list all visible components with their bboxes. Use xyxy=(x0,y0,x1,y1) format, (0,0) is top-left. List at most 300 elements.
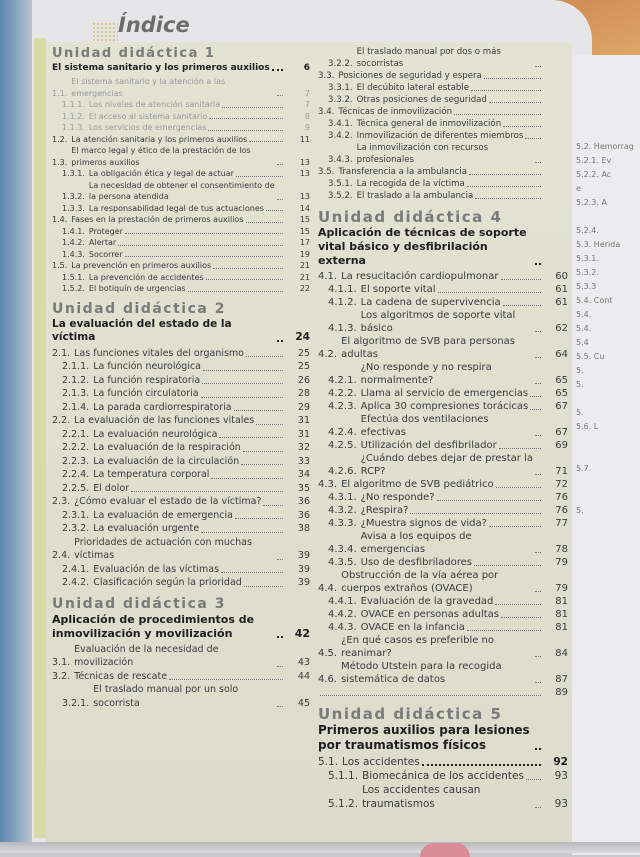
entry-page-number: 65 xyxy=(555,375,568,386)
entry-number: 1.1.2. xyxy=(62,111,85,121)
next-page-entry: 5.2.1. Ev xyxy=(576,156,612,165)
entry-page-number: 79 xyxy=(555,583,568,594)
dot-leader xyxy=(525,138,541,139)
toc-entry[interactable] xyxy=(52,441,310,455)
dot-leader xyxy=(277,340,283,342)
entry-title: Los accidentes causan traumatismos xyxy=(362,784,481,810)
entry-page-number: 64 xyxy=(555,349,568,360)
entry-page-number: 7 xyxy=(304,88,310,98)
toc-entry-continuation xyxy=(318,686,568,699)
toc-entry[interactable] xyxy=(52,387,310,401)
dot-leader xyxy=(277,666,283,667)
entry-page-number: 61 xyxy=(555,284,568,295)
dot-leader xyxy=(471,90,541,91)
entry-title: La evaluación de emergencia xyxy=(93,509,233,521)
dot-leader xyxy=(535,682,541,683)
toc-entry[interactable] xyxy=(52,226,310,238)
dot-leader xyxy=(454,114,541,115)
toc-entry[interactable] xyxy=(52,683,310,710)
entry-number: 4.3. xyxy=(318,479,338,490)
toc-entry[interactable] xyxy=(318,556,568,569)
dot-leader xyxy=(219,437,283,438)
dots-decoration-icon xyxy=(92,22,118,42)
entry-page-number: 28 xyxy=(297,388,310,399)
next-page-entry: 5. xyxy=(576,506,584,515)
entry-title: Técnica general de inmovilización xyxy=(356,119,502,129)
entry-title: Alertar xyxy=(88,238,117,247)
dot-leader xyxy=(249,141,283,142)
entry-page-number: 71 xyxy=(555,466,568,477)
toc-entry[interactable] xyxy=(52,482,310,496)
entry-page-number: 36 xyxy=(297,496,310,507)
toc-entry[interactable] xyxy=(318,595,568,608)
toc-unit xyxy=(52,301,310,590)
entry-number: 1.3.2. xyxy=(62,192,85,201)
entry-title: El algoritmo de SVB pediátrico xyxy=(341,479,494,490)
entry-title: ¿Respira? xyxy=(360,505,409,516)
toc-entry[interactable] xyxy=(318,413,568,439)
toc-entry[interactable] xyxy=(52,670,310,684)
entry-title: Evaluación de la gravedad xyxy=(360,596,494,607)
dot-leader xyxy=(496,487,541,488)
entry-number: 5.1.1. xyxy=(328,770,359,782)
entry-number: 4.2.3. xyxy=(328,401,357,412)
toc-entry[interactable] xyxy=(52,576,310,590)
entry-page-number: 77 xyxy=(555,518,568,529)
toc-entry[interactable] xyxy=(318,46,568,70)
toc-entry[interactable] xyxy=(52,76,310,99)
entry-number: 1.5. xyxy=(52,261,68,270)
entry-number: 3.5. xyxy=(318,167,335,177)
entry-title: El botiquín de urgencias xyxy=(88,284,186,293)
toc-entry[interactable] xyxy=(318,478,568,491)
unit-title[interactable] xyxy=(52,613,310,641)
toc-entry[interactable] xyxy=(318,569,568,595)
toc-entry[interactable] xyxy=(318,361,568,387)
toc-entry[interactable] xyxy=(52,536,310,563)
entry-page-number: 76 xyxy=(555,492,568,503)
next-page-entry: 5.4. xyxy=(576,324,592,333)
entry-page-number: 39 xyxy=(297,550,310,561)
entry-page-number: 9 xyxy=(304,123,310,132)
toc-entry[interactable] xyxy=(52,455,310,469)
toc-entry[interactable] xyxy=(318,530,568,556)
next-page-entry: e xyxy=(576,184,581,193)
entry-number: 2.2.3. xyxy=(62,455,90,467)
entry-number: 3.4.3. xyxy=(328,155,353,165)
entry-title: Técnicas de rescate xyxy=(74,670,168,682)
entry-number: 3.2. xyxy=(52,670,71,682)
entry-page-number: 79 xyxy=(555,557,568,568)
entry-title: Proteger xyxy=(88,226,123,236)
entry-title: El traslado manual por un solo socorrista xyxy=(93,684,239,709)
dot-leader xyxy=(235,518,283,519)
entry-number: 2.2. xyxy=(52,415,71,426)
toc-entry[interactable] xyxy=(318,94,568,106)
entry-title: La resucitación cardiopulmonar xyxy=(341,271,499,282)
dot-leader xyxy=(201,532,283,533)
dot-leader xyxy=(118,245,283,246)
entry-page-number: 60 xyxy=(555,271,568,282)
toc-entry[interactable] xyxy=(52,180,310,203)
dot-leader xyxy=(222,107,283,108)
next-page-entry xyxy=(576,210,640,224)
toc-unit xyxy=(318,46,568,202)
entry-number: 3.3.1. xyxy=(328,83,353,93)
toc-entry[interactable] xyxy=(52,111,310,123)
entry-title: La evaluación neurológica xyxy=(93,428,218,440)
entry-title: Evaluación de las víctimas xyxy=(93,563,220,575)
dot-leader xyxy=(422,764,541,766)
toc-entry[interactable] xyxy=(318,70,568,82)
entry-number: 2.4.1. xyxy=(62,563,90,575)
entry-number: 3.4.2. xyxy=(328,131,353,141)
entry-title: Las funciones vitales del organismo xyxy=(74,347,244,359)
entry-number: 1.4.1. xyxy=(62,226,85,236)
entry-page-number: 89 xyxy=(555,687,568,698)
entry-number: 2.1.2. xyxy=(62,374,90,386)
entry-page-number: 13 xyxy=(299,169,310,178)
entry-title: La función neurológica xyxy=(93,361,202,372)
dot-leader xyxy=(501,617,541,618)
entry-number: 3.4.1. xyxy=(328,119,353,129)
toc-entry[interactable] xyxy=(318,400,568,413)
toc-entry[interactable] xyxy=(52,145,310,168)
entry-page-number: 36 xyxy=(297,509,310,521)
toc-entry[interactable] xyxy=(52,643,310,670)
entry-title: Método Utstein para la recogida sistemática de datos xyxy=(341,661,502,685)
toc-entry[interactable] xyxy=(52,428,310,442)
entry-page-number: 29 xyxy=(297,401,310,413)
toc-entry[interactable] xyxy=(318,769,568,783)
toc-entry[interactable] xyxy=(318,452,568,478)
entry-title: ¿Cuándo debes dejar de prestar la RCP? xyxy=(360,453,533,477)
dot-leader xyxy=(244,586,283,587)
toc-entry[interactable] xyxy=(318,660,568,686)
dot-leader xyxy=(526,779,541,780)
dot-leader xyxy=(243,451,283,452)
entry-page-number: 32 xyxy=(297,442,310,453)
entry-title: La inmovilización con recursos profesionales xyxy=(356,143,489,165)
toc-entry[interactable] xyxy=(318,504,568,517)
toc-entry[interactable] xyxy=(52,249,310,261)
next-page-entry: 5. xyxy=(576,380,584,389)
entry-title: Los servicios de emergencias xyxy=(88,123,207,132)
entry-number: 1.4. xyxy=(52,215,68,224)
entry-page-number: 31 xyxy=(297,415,310,426)
toc-entry[interactable] xyxy=(318,82,568,94)
toc-entry[interactable] xyxy=(52,260,310,272)
entry-title: Efectúa dos ventilaciones efectivas xyxy=(360,414,489,438)
panel-stripe xyxy=(34,38,46,838)
entry-page-number: 38 xyxy=(297,523,310,534)
unit-title[interactable] xyxy=(52,62,310,74)
entry-number: 4.2.5. xyxy=(328,440,357,451)
entry-title: Los niveles de atención sanitaria xyxy=(88,100,221,109)
toc-entry[interactable] xyxy=(52,522,310,536)
entry-number: 3.1. xyxy=(52,657,71,668)
next-page-entry: 5. xyxy=(576,408,584,417)
dot-leader xyxy=(131,491,283,492)
toc-entry[interactable] xyxy=(52,214,310,226)
unit-title-text: Primeros auxilios para lesiones por traumatismos físicos xyxy=(318,723,530,752)
entry-number: 5.1. xyxy=(318,756,339,768)
finger xyxy=(420,843,470,857)
dot-leader xyxy=(234,410,283,411)
entry-title: Avisa a los equipos de emergencias xyxy=(360,531,472,555)
entry-number: 4.3.5. xyxy=(328,557,357,568)
entry-title: El soporte vital xyxy=(360,284,436,295)
unit-title-text: Aplicación de técnicas de soporte vital básico y desfibrilación externa xyxy=(318,226,527,267)
entry-number: 3.5.1. xyxy=(328,179,353,189)
entry-number: 1.4.3. xyxy=(62,249,85,259)
entry-page-number: 35 xyxy=(297,482,310,494)
next-page-entry xyxy=(576,476,640,490)
dot-leader xyxy=(530,409,541,410)
entry-number: 3.3.2. xyxy=(328,95,353,105)
dot-leader xyxy=(535,66,541,67)
entry-number: 1.3.1. xyxy=(62,169,85,178)
dot-leader xyxy=(272,69,283,71)
entry-page-number: 44 xyxy=(297,670,310,682)
entry-page-number: 13 xyxy=(299,157,310,167)
entry-page-number: 87 xyxy=(555,674,568,685)
toc-entry[interactable] xyxy=(318,621,568,634)
entry-page-number: 69 xyxy=(555,440,568,451)
dot-leader xyxy=(221,572,283,573)
entry-title: La obligación ética y legal de actuar xyxy=(88,169,234,178)
entry-title: La prevención de accidentes xyxy=(88,272,204,282)
entry-title: ¿En qué casos es preferible no reanimar? xyxy=(341,635,495,659)
dot-leader xyxy=(535,807,541,808)
dot-leader xyxy=(277,706,283,707)
unit-heading: Unidad didáctica 2 xyxy=(52,300,226,317)
next-page-entry: 5.3.2. xyxy=(576,268,599,277)
toc-entry[interactable] xyxy=(52,414,310,428)
entry-page-number: 81 xyxy=(555,596,568,607)
toc-entry[interactable] xyxy=(318,755,568,769)
entry-number: 4.2.2. xyxy=(328,388,357,399)
toc-entry[interactable] xyxy=(52,134,310,146)
toc-entry[interactable] xyxy=(318,106,568,118)
entry-number: 2.1.4. xyxy=(62,401,90,413)
dot-leader xyxy=(495,604,541,605)
entry-title: El marco legal y ético de la prestación de los primeros auxilios xyxy=(71,146,251,167)
entry-number: 4.2. xyxy=(318,349,338,360)
dot-leader xyxy=(501,279,541,280)
page-title: Índice xyxy=(118,13,190,37)
dot-leader xyxy=(206,279,283,280)
toc-entry[interactable] xyxy=(318,118,568,130)
toc-entry[interactable] xyxy=(52,509,310,523)
entry-number: 4.3.1. xyxy=(328,492,357,503)
entry-title: La parada cardiorrespiratoria xyxy=(93,401,232,413)
unit-heading: Unidad didáctica 1 xyxy=(52,46,216,61)
entry-title: ¿No responde y no respira normalmente? xyxy=(360,362,492,386)
entry-number: 3.5.2. xyxy=(328,191,353,201)
entry-title: La evaluación de la respiración xyxy=(93,442,241,453)
next-page-entry: 5.3.3 xyxy=(576,282,597,291)
toc-entry[interactable] xyxy=(318,270,568,283)
unit-page-number: 42 xyxy=(294,626,310,640)
entry-title: Evaluación de la necesidad de movilización xyxy=(74,643,219,668)
entry-title: Llama al servicio de emergencias xyxy=(360,388,529,399)
entry-number: 4.4. xyxy=(318,583,338,594)
toc-entry[interactable] xyxy=(318,166,568,178)
toc-entry[interactable] xyxy=(318,142,568,166)
dot-leader xyxy=(469,174,541,175)
unit-title[interactable] xyxy=(52,318,310,345)
entry-title: La cadena de supervivencia xyxy=(360,297,501,308)
toc-unit xyxy=(52,596,310,711)
dot-leader xyxy=(203,370,283,371)
entry-title: OVACE en personas adultas xyxy=(360,609,499,620)
toc-entry[interactable] xyxy=(52,272,310,284)
dot-leader xyxy=(535,748,541,750)
dot-leader xyxy=(535,552,541,553)
entry-page-number: 21 xyxy=(299,261,310,270)
toc-entry[interactable] xyxy=(52,283,310,295)
entry-number: 4.5. xyxy=(318,648,338,659)
dot-leader xyxy=(467,186,541,187)
toc-entry[interactable] xyxy=(52,563,310,577)
entry-page-number: 65 xyxy=(555,388,568,399)
toc-entry[interactable] xyxy=(318,178,568,190)
next-page-entry: 5. xyxy=(576,366,584,375)
dot-leader xyxy=(410,513,541,514)
dot-leader xyxy=(535,331,541,332)
dot-leader xyxy=(503,305,541,306)
entry-title: OVACE en la infancia xyxy=(360,622,465,633)
entry-page-number: 62 xyxy=(555,323,568,334)
next-page-entry: 5.2.3. A xyxy=(576,198,607,207)
entry-number: 4.1.1. xyxy=(328,284,357,295)
dot-leader xyxy=(489,102,541,103)
dot-leader xyxy=(438,292,541,293)
entry-number: 3.2.1. xyxy=(62,697,90,709)
entry-title: Uso de desfibriladores xyxy=(360,557,473,568)
entry-title: El algoritmo de SVB para personas adultas xyxy=(341,336,516,360)
dot-leader xyxy=(277,199,283,200)
dot-leader xyxy=(503,126,541,127)
entry-page-number: 84 xyxy=(555,648,568,659)
next-page-entry: 5.3. Herida xyxy=(576,240,621,249)
toc-entry[interactable] xyxy=(318,190,568,202)
unit-page-number: 24 xyxy=(295,331,310,343)
entry-page-number: 61 xyxy=(555,297,568,308)
toc-entry[interactable] xyxy=(318,387,568,400)
toc-entry[interactable] xyxy=(52,122,310,134)
entry-number: 4.2.4. xyxy=(328,427,357,438)
entry-number: 2.2.2. xyxy=(62,442,90,453)
entry-title: El sistema sanitario y la atención a las emergencias xyxy=(71,77,226,98)
entry-number: 2.3.2. xyxy=(62,523,90,534)
toc-entry[interactable] xyxy=(52,360,310,374)
entry-title: Prioridades de actuación con muchas víctimas xyxy=(74,536,252,561)
toc-entry[interactable] xyxy=(318,309,568,335)
entry-page-number: 8 xyxy=(304,111,310,121)
dot-leader xyxy=(535,162,541,163)
entry-title: La temperatura corporal xyxy=(93,469,210,480)
toc-entry[interactable] xyxy=(318,491,568,504)
entry-page-number: 25 xyxy=(297,361,310,372)
entry-number: 1.1.1. xyxy=(62,100,85,109)
dot-leader xyxy=(125,233,283,234)
entry-page-number: 39 xyxy=(297,563,310,575)
entry-number: 3.4. xyxy=(318,107,335,117)
unit-title[interactable] xyxy=(318,226,568,268)
dot-leader xyxy=(213,268,283,269)
entry-number: 4.3.4. xyxy=(328,544,357,555)
toc-entry[interactable] xyxy=(318,439,568,452)
toc-entry[interactable] xyxy=(318,283,568,296)
entry-page-number: 39 xyxy=(297,577,310,588)
next-page-entry: 5.5. Cu xyxy=(576,352,605,361)
entry-title: La recogida de la víctima xyxy=(356,179,465,189)
entry-title: La responsabilidad legal de tus actuaciones xyxy=(88,203,264,213)
toc-entry[interactable] xyxy=(52,401,310,415)
entry-title: Los algoritmos de soporte vital básico xyxy=(360,310,516,334)
entry-number: 1.5.1. xyxy=(62,272,85,282)
entry-title: El traslado manual por dos o más socorristas xyxy=(356,47,501,69)
entry-page-number: 67 xyxy=(555,401,568,412)
entry-page-number: 34 xyxy=(297,469,310,480)
toc-entry[interactable] xyxy=(318,608,568,621)
dot-leader xyxy=(263,505,283,506)
unit-title[interactable] xyxy=(318,723,568,753)
dot-leader xyxy=(484,78,541,79)
dot-leader xyxy=(188,291,283,292)
entry-page-number: 26 xyxy=(297,374,310,386)
toc-entry[interactable] xyxy=(318,335,568,361)
dot-leader xyxy=(530,396,541,397)
toc-entry[interactable] xyxy=(52,347,310,361)
entry-number: 4.3.2. xyxy=(328,505,357,516)
dot-leader xyxy=(467,630,541,631)
toc-entry[interactable] xyxy=(52,495,310,509)
toc-entry[interactable] xyxy=(52,203,310,215)
next-page-entry: 5.2. Hemorrag xyxy=(576,142,634,151)
entry-page-number: 67 xyxy=(555,427,568,438)
entry-number: 4.2.6. xyxy=(328,466,357,477)
next-page-entry xyxy=(576,448,640,462)
dot-leader xyxy=(277,164,283,165)
entry-page-number: 78 xyxy=(555,544,568,555)
toc-entry[interactable] xyxy=(52,237,310,249)
toc-entry[interactable] xyxy=(52,468,310,482)
toc-entry[interactable] xyxy=(52,374,310,388)
toc-entry[interactable] xyxy=(318,783,568,811)
next-page-entry: 5.4 xyxy=(576,338,589,347)
unit-heading: Unidad didáctica 5 xyxy=(318,705,503,723)
entry-number: 4.1.3. xyxy=(328,323,357,334)
toc-entry[interactable] xyxy=(318,130,568,142)
toc-entry[interactable] xyxy=(52,168,310,180)
entry-title: La evaluación de la circulación xyxy=(93,455,240,467)
toc-entry[interactable] xyxy=(318,634,568,660)
entry-title: Obstrucción de la vía aérea por cuerpos extraños (OVACE) xyxy=(341,570,499,594)
entry-title: Utilización del desfibrilador xyxy=(360,440,497,451)
dot-leader xyxy=(437,500,541,501)
toc-entry[interactable] xyxy=(52,99,310,111)
toc-entry[interactable] xyxy=(318,517,568,530)
entry-number: 4.6. xyxy=(318,674,338,685)
entry-page-number: 7 xyxy=(304,100,310,109)
dot-leader xyxy=(535,591,541,592)
dot-leader xyxy=(535,474,541,475)
entry-title: Técnicas de inmovilización xyxy=(338,107,453,117)
toc-entry[interactable] xyxy=(318,296,568,309)
